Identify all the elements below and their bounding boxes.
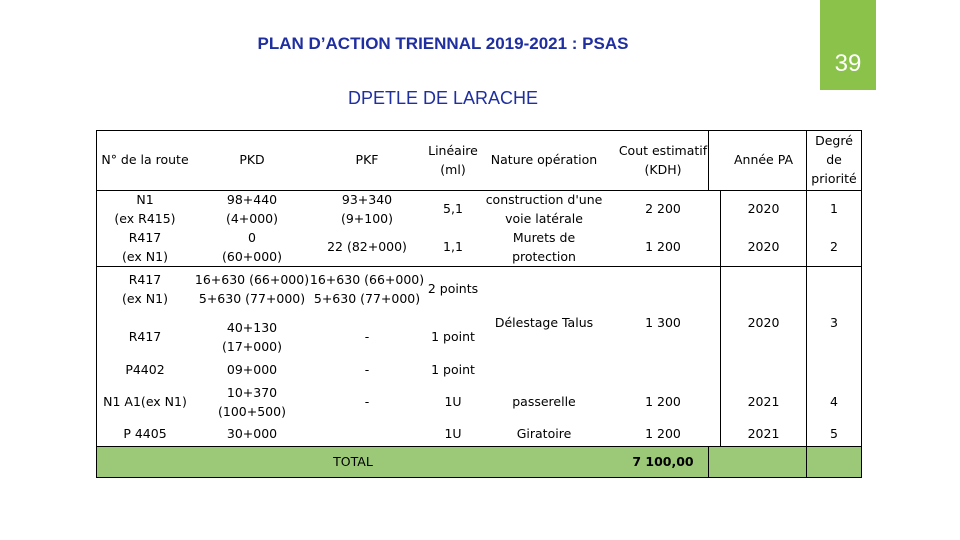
total-value: 7 100,00: [632, 454, 694, 470]
row7-nature: Giratoire: [516, 426, 572, 442]
row3-route-line1: R417: [128, 271, 162, 287]
row1-route-line1: N1: [136, 191, 154, 207]
row6-route: N1 A1(ex N1): [103, 394, 187, 410]
row345-cout: 1 300: [645, 315, 681, 331]
row2-annee: 2020: [747, 239, 780, 255]
row3-pkd-line1: 16+630 (66+000): [194, 271, 310, 287]
row6-pkd-line2: (100+500): [218, 404, 286, 419]
row6-lineaire: 1U: [444, 394, 462, 410]
header-lineaire: [423, 131, 483, 190]
row4-lineaire: 1 point: [431, 329, 475, 345]
header-route: N° de la route: [101, 152, 189, 168]
row7-degre: 5: [830, 426, 838, 442]
row7-annee: 2021: [747, 426, 780, 442]
row7-cout: 1 200: [645, 426, 681, 442]
row1-pkf-line1: 93+340: [341, 191, 393, 207]
row1-lineaire: 5,1: [443, 201, 463, 217]
row345-annee: 2020: [747, 315, 780, 331]
header-degre-line1: Degré: [815, 133, 853, 149]
row2-pkd-line1: 0: [248, 229, 256, 245]
row1-pkd-line2: (4+000): [225, 211, 279, 226]
row2-nature-line2: protection: [512, 249, 576, 264]
header-cout-line1: Cout estimatif: [618, 142, 708, 158]
row4-route: R417: [128, 329, 162, 345]
row5-lineaire: 1 point: [431, 362, 475, 378]
row2-cout: 1 200: [645, 239, 681, 255]
row4-pkd-line2: (17+000): [222, 339, 282, 354]
row345-nature: Délestage Talus: [494, 315, 594, 331]
page-number: 39: [834, 50, 862, 77]
row3-lineaire: 2 points: [427, 281, 479, 297]
row1-annee: 2020: [747, 201, 780, 217]
row1-route: [97, 190, 193, 228]
page-number-badge: [820, 0, 876, 90]
total-divider: [97, 446, 861, 447]
row3-route: [97, 267, 193, 311]
row5-pkd: 09+000: [226, 362, 278, 378]
row2-route-line2: (ex N1): [122, 249, 168, 264]
action-plan-table: [96, 130, 862, 478]
row2-lineaire: 1,1: [443, 239, 463, 255]
row4-pkd: [193, 315, 311, 359]
row1-nature-line1: construction d'une: [485, 191, 603, 207]
header-pkd: PKD: [239, 152, 265, 168]
row3-pkf: [311, 267, 423, 311]
row2-nature: [483, 228, 605, 266]
row1-pkf: [311, 190, 423, 228]
header-nature: Nature opération: [490, 152, 598, 168]
row2-route-line1: R417: [128, 229, 162, 245]
row2-route: [97, 228, 193, 266]
header-degre: [807, 131, 861, 190]
row6-annee: 2021: [747, 394, 780, 410]
row1-pkd: [193, 190, 311, 228]
row3-pkd: [193, 267, 311, 311]
header-annee: Année PA: [733, 152, 794, 168]
row2-pkd: [193, 228, 311, 266]
row7-pkd: 30+000: [226, 426, 278, 442]
total-label: TOTAL: [333, 454, 373, 470]
header-lineaire-line2: (ml): [440, 161, 466, 177]
header-pkf: PKF: [355, 152, 379, 168]
row1-pkf-line2: (9+100): [340, 211, 394, 226]
page-subtitle: DPETLE DE LARACHE: [347, 88, 539, 108]
row1-route-line2: (ex R415): [114, 211, 176, 226]
row6-pkf: -: [364, 394, 370, 410]
row4-pkf: -: [364, 329, 370, 345]
row2-pkf: 22 (82+000): [327, 239, 407, 255]
row5-pkf: -: [364, 362, 370, 378]
row3-route-line2: (ex N1): [122, 291, 168, 306]
header-lineaire-line1: Linéaire: [428, 142, 478, 158]
row3-pkd-line2: 5+630 (77+000): [198, 291, 306, 306]
header-degre-line2: de: [826, 152, 842, 168]
row2-nature-line1: Murets de: [512, 229, 576, 245]
row1-nature-line2: voie latérale: [505, 211, 583, 226]
row6-degre: 4: [830, 394, 838, 410]
row345-degre: 3: [830, 315, 838, 331]
row7-lineaire: 1U: [444, 426, 462, 442]
total-row: [97, 446, 861, 477]
row3-pkf-line1: 16+630 (66+000): [309, 271, 425, 287]
row4-pkd-line1: 40+130: [226, 319, 278, 335]
row2-degre: 2: [830, 239, 838, 255]
page-title: PLAN D’ACTION TRIENNAL 2019-2021 : PSAS: [257, 34, 629, 53]
row5-route: P4402: [125, 362, 165, 378]
row3-pkf-line2: 5+630 (77+000): [313, 291, 421, 306]
row2-pkd-line2: (60+000): [222, 249, 282, 264]
row6-pkd-line1: 10+370: [226, 384, 278, 400]
row6-cout: 1 200: [645, 394, 681, 410]
header-degre-line3: priorité: [811, 170, 857, 186]
row6-pkd: [193, 382, 311, 422]
header-cout: [605, 131, 721, 190]
row1-nature: [483, 190, 605, 228]
row1-degre: 1: [830, 201, 838, 217]
header-cout-line2: (KDH): [644, 161, 682, 177]
row6-nature: passerelle: [512, 394, 576, 410]
row1-pkd-line1: 98+440: [226, 191, 278, 207]
row1-cout: 2 200: [645, 201, 681, 217]
row7-route: P 4405: [123, 426, 167, 442]
